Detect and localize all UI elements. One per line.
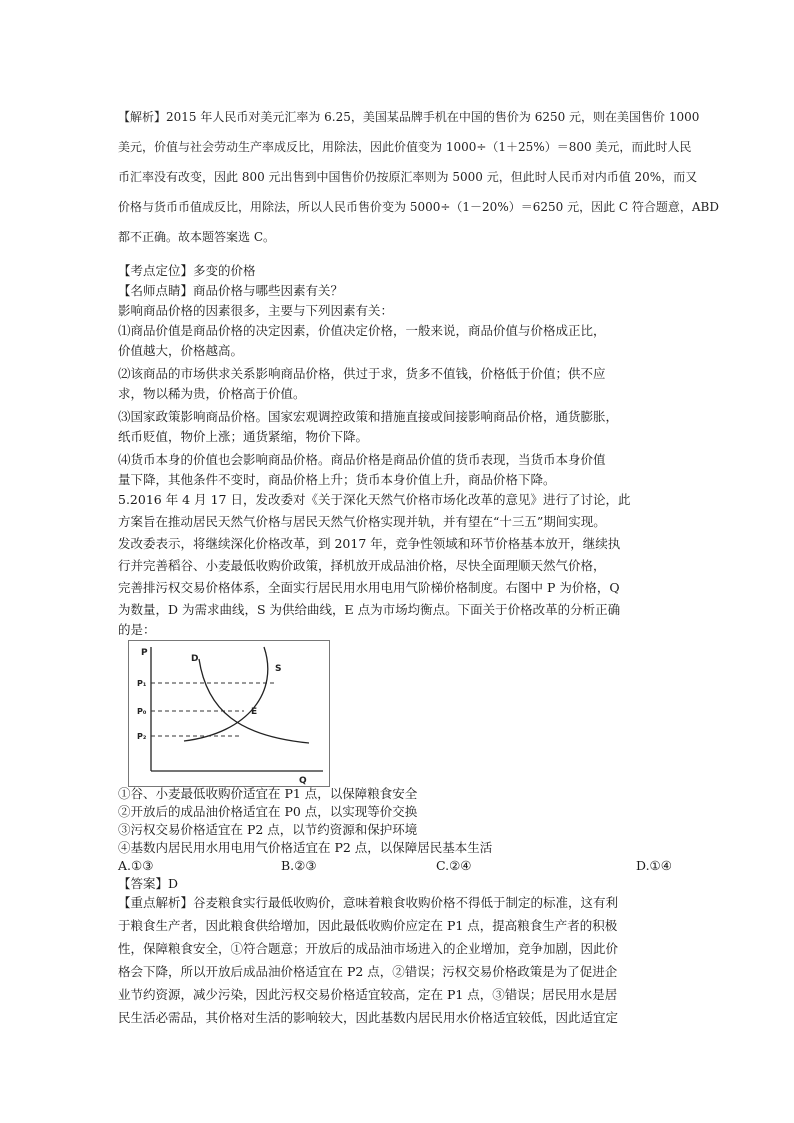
body-line: 求，物以稀为贵，价格高于价值。 — [118, 386, 306, 401]
analysis-line: 美元，价值与社会劳动生产率成反比，用除法，因此价值变为 1000÷（1＋25%）＝800 美元，而此时人民 — [118, 140, 692, 154]
analysis-line: 都不正确。故本题答案选 C。 — [118, 230, 275, 244]
choice-d: D.①④ — [636, 858, 672, 873]
analysis-line: 【解析】2015 年人民币对美元汇率为 6.25，美国某品牌手机在中国的售价为 6250 元，则在美国售价 1000 — [118, 110, 700, 124]
body-line: 纸币贬值，物价上涨；通货紧缩，物价下降。 — [118, 429, 369, 444]
option-2: ②开放后的成品油价格适宜在 P0 点，以实现等价交换 — [118, 804, 418, 819]
p2-label: P₂ — [137, 732, 147, 741]
question-5-line: 方案旨在推动居民天然气价格与居民天然气价格实现并轨，并有望在“十三五”期间实现。 — [118, 514, 606, 529]
supply-label: S — [275, 664, 282, 674]
equilibrium-label: E — [251, 707, 258, 717]
key-analysis-line: 【重点解析】谷麦粮食实行最低收购价，意味着粮食收购价格不得低于制定的标准，这有利 — [118, 895, 619, 910]
p-axis-label: P — [141, 648, 148, 658]
option-4: ④基数内居民用水用电用气价格适宜在 P2 点，以保障居民基本生活 — [118, 840, 493, 855]
analysis-line: 价格与货币币值成反比，用除法，所以人民币售价变为 5000÷（1－20%）＝6250 元，因此 C 符合题意，ABD — [118, 200, 719, 214]
q-axis-label: Q — [299, 776, 307, 786]
body-line: 影响商品价格的因素很多，主要与下列因素有关： — [118, 303, 394, 318]
body-line: ⑷货币本身的价值也会影响商品价格。商品价格是商品价值的货币表现，当货币本身价值 — [118, 452, 606, 467]
choice-b: B.②③ — [281, 858, 317, 873]
body-line: 价值越大，价格越高。 — [118, 343, 244, 358]
question-5-line: 5.2016 年 4 月 17 日，发改委对《关于深化天然气价格市场化改革的意见》进行了讨论，此 — [118, 492, 631, 507]
body-line: ⑵该商品的市场供求关系影响商品价格，供过于求，货多不值钱，价格低于价值；供不应 — [118, 366, 606, 381]
graph-svg — [129, 641, 329, 786]
p1-label: P₁ — [137, 679, 147, 688]
key-analysis-line: 民生活必需品，其价格对生活的影响较大，因此基数内居民用水价格适宜较低，因此适宜定 — [118, 1010, 619, 1025]
demand-curve — [199, 659, 309, 743]
key-analysis-line: 业节约资源，减少污染，因此污权交易价格适宜较高，定在 P1 点，③错误；居民用水是居 — [118, 987, 618, 1002]
key-analysis-line: 格会下降，所以开放后成品油价格适宜在 P2 点，②错误；污权交易价格政策是为了促进企 — [118, 964, 618, 979]
question-5-line: 完善排污权交易价格体系，全面实行居民用水用电用气阶梯价格制度。右图中 P 为价格，Q — [118, 580, 620, 595]
key-analysis-line: 于粮食生产者，因此粮食供给增加，因此最低收购价应定在 P1 点，提高粮食生产者的积极 — [118, 918, 618, 933]
body-line: ⑴商品价值是商品价格的决定因素，价值决定价格，一般来说，商品价值与价格成正比， — [118, 323, 606, 338]
p0-label: P₀ — [137, 707, 147, 716]
choice-c: C.②④ — [436, 858, 472, 873]
demand-label: D — [191, 654, 199, 664]
answer: 【答案】D — [118, 876, 179, 891]
analysis-line: 币汇率没有改变，因此 800 元出售到中国售价仍按原汇率则为 5000 元，但此时人民币对内币值 20%，而又 — [118, 170, 698, 184]
teacher-note-heading: 【名师点睛】商品价格与哪些因素有关？ — [118, 283, 344, 298]
question-5-line: 的是： — [118, 622, 156, 637]
question-5-line: 发改委表示，将继续深化价格改革，到 2017 年，竞争性领域和环节价格基本放开，继续执 — [118, 536, 621, 551]
choice-a: A.①③ — [118, 858, 154, 873]
option-1: ①谷、小麦最低收购价适宜在 P1 点，以保障粮食安全 — [118, 786, 418, 801]
body-line: 量下降，其他条件不变时，商品价格上升；货币本身价值上升，商品价格下降。 — [118, 472, 556, 487]
body-line: ⑶国家政策影响商品价格。国家宏观调控政策和措施直接或间接影响商品价格，通货膨胀， — [118, 409, 619, 424]
question-5-line: 行并完善稻谷、小麦最低收购价政策，择机放开成品油价格，尽快全面理顺天然气价格， — [118, 558, 606, 573]
option-3: ③污权交易价格适宜在 P2 点，以节约资源和保护环境 — [118, 822, 418, 837]
key-analysis-line: 性，保障粮食安全，①符合题意；开放后的成品油市场进入的企业增加，竞争加剧，因此价 — [118, 941, 619, 956]
supply-demand-graph — [128, 640, 330, 787]
question-5-line: 为数量，D 为需求曲线，S 为供给曲线，E 点为市场均衡点。下面关于价格改革的分析正确 — [118, 602, 621, 617]
topic-location: 【考点定位】多变的价格 — [118, 263, 256, 278]
